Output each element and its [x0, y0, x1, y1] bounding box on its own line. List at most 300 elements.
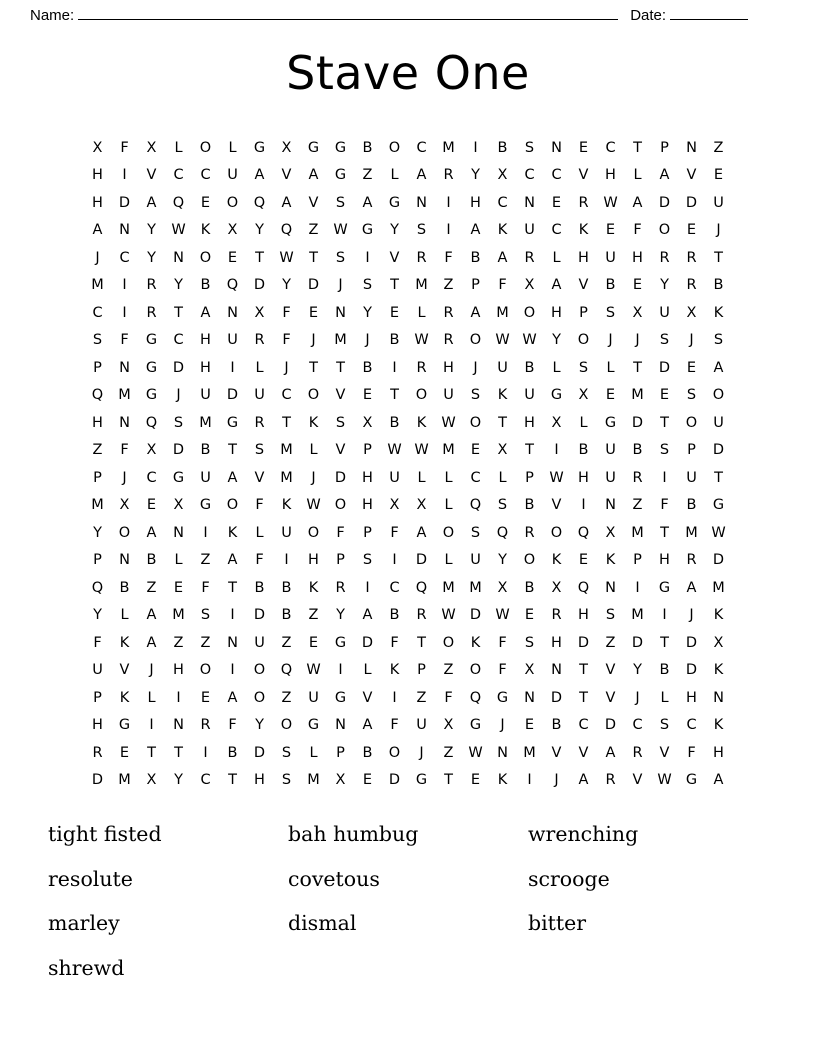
grid-cell[interactable]: E: [146, 497, 157, 513]
grid-cell[interactable]: H: [578, 607, 589, 623]
grid-cell[interactable]: L: [417, 304, 426, 321]
grid-cell[interactable]: U: [524, 222, 535, 238]
grid-cell[interactable]: W: [657, 772, 672, 788]
grid-cell[interactable]: L: [363, 662, 372, 678]
grid-cell[interactable]: K: [713, 662, 724, 678]
grid-cell[interactable]: F: [390, 634, 399, 651]
grid-cell[interactable]: F: [498, 277, 507, 293]
grid-cell[interactable]: N: [416, 194, 427, 211]
grid-cell[interactable]: H: [524, 414, 535, 431]
grid-cell[interactable]: P: [660, 139, 669, 156]
grid-cell[interactable]: B: [686, 497, 697, 513]
grid-cell[interactable]: R: [524, 524, 535, 541]
grid-cell[interactable]: V: [551, 497, 562, 513]
grid-cell[interactable]: B: [389, 414, 400, 431]
grid-cell[interactable]: R: [551, 607, 562, 623]
grid-cell[interactable]: I: [230, 607, 235, 623]
grid-cell[interactable]: V: [362, 689, 373, 706]
grid-cell[interactable]: N: [524, 194, 535, 211]
grid-cell[interactable]: W: [441, 607, 456, 623]
grid-cell[interactable]: Q: [496, 524, 509, 541]
grid-cell[interactable]: G: [712, 497, 725, 513]
grid-cell[interactable]: M: [442, 442, 455, 458]
grid-cell[interactable]: J: [473, 359, 478, 376]
grid-cell[interactable]: O: [388, 744, 401, 761]
grid-cell[interactable]: A: [632, 194, 643, 211]
grid-cell[interactable]: O: [307, 524, 320, 541]
grid-cell[interactable]: I: [365, 579, 370, 596]
grid-cell[interactable]: U: [254, 634, 265, 651]
grid-cell[interactable]: J: [500, 717, 505, 733]
grid-cell[interactable]: C: [92, 304, 103, 321]
grid-cell[interactable]: T: [660, 634, 669, 651]
grid-cell[interactable]: U: [686, 469, 697, 486]
grid-cell[interactable]: Z: [443, 662, 454, 678]
grid-cell[interactable]: S: [524, 634, 535, 651]
grid-cell[interactable]: D: [415, 552, 428, 568]
grid-cell[interactable]: N: [713, 689, 724, 706]
grid-cell[interactable]: M: [91, 277, 104, 293]
grid-cell[interactable]: K: [281, 497, 292, 513]
grid-cell[interactable]: X: [416, 497, 427, 513]
grid-cell[interactable]: J: [689, 607, 694, 623]
grid-cell[interactable]: D: [118, 194, 131, 211]
grid-cell[interactable]: F: [498, 634, 507, 651]
grid-cell[interactable]: C: [389, 579, 400, 596]
grid-cell[interactable]: A: [551, 277, 562, 293]
grid-cell[interactable]: X: [632, 304, 643, 321]
grid-cell[interactable]: E: [308, 634, 319, 651]
grid-cell[interactable]: K: [470, 634, 481, 651]
grid-cell[interactable]: O: [334, 497, 347, 513]
grid-cell[interactable]: R: [524, 249, 535, 266]
grid-cell[interactable]: E: [524, 717, 535, 733]
grid-cell[interactable]: X: [146, 139, 157, 156]
grid-cell[interactable]: O: [469, 662, 482, 678]
grid-cell[interactable]: I: [662, 469, 667, 486]
grid-cell[interactable]: D: [685, 194, 698, 211]
grid-cell[interactable]: A: [362, 717, 373, 733]
grid-cell[interactable]: D: [577, 634, 590, 651]
grid-cell[interactable]: A: [200, 304, 211, 321]
grid-cell[interactable]: Z: [713, 139, 724, 156]
grid-cell[interactable]: J: [311, 332, 316, 348]
grid-cell[interactable]: A: [497, 249, 508, 266]
grid-cell[interactable]: E: [362, 772, 373, 788]
grid-cell[interactable]: C: [551, 222, 562, 238]
grid-cell[interactable]: U: [605, 249, 616, 266]
grid-cell[interactable]: N: [335, 304, 346, 321]
grid-cell[interactable]: D: [253, 744, 266, 761]
grid-cell[interactable]: W: [711, 524, 726, 541]
grid-cell[interactable]: S: [281, 772, 292, 788]
grid-cell[interactable]: O: [442, 524, 455, 541]
grid-cell[interactable]: I: [662, 607, 667, 623]
grid-cell[interactable]: Z: [92, 442, 103, 458]
grid-cell[interactable]: W: [495, 607, 510, 623]
grid-cell[interactable]: W: [495, 332, 510, 348]
grid-cell[interactable]: L: [444, 497, 453, 513]
grid-cell[interactable]: P: [93, 469, 102, 486]
grid-cell[interactable]: E: [200, 689, 211, 706]
grid-cell[interactable]: I: [392, 552, 397, 568]
grid-cell[interactable]: S: [92, 332, 103, 348]
grid-cell[interactable]: T: [660, 414, 669, 431]
date-write-line[interactable]: [670, 6, 748, 20]
grid-cell[interactable]: V: [659, 744, 670, 761]
grid-cell[interactable]: I: [122, 304, 127, 321]
grid-cell[interactable]: I: [230, 359, 235, 376]
grid-cell[interactable]: B: [362, 744, 373, 761]
grid-cell[interactable]: H: [254, 772, 265, 788]
word-list-item[interactable]: tight fisted: [48, 822, 162, 846]
grid-cell[interactable]: A: [362, 194, 373, 211]
grid-cell[interactable]: B: [659, 662, 670, 678]
grid-cell[interactable]: T: [660, 524, 669, 541]
grid-cell[interactable]: R: [146, 277, 157, 293]
grid-cell[interactable]: J: [635, 332, 640, 348]
grid-cell[interactable]: D: [307, 277, 320, 293]
grid-cell[interactable]: C: [119, 249, 130, 266]
grid-cell[interactable]: Z: [281, 689, 292, 706]
grid-cell[interactable]: S: [524, 139, 535, 156]
grid-cell[interactable]: Q: [280, 662, 293, 678]
grid-cell[interactable]: T: [579, 662, 588, 678]
grid-cell[interactable]: R: [92, 744, 103, 761]
grid-cell[interactable]: Z: [362, 167, 373, 183]
grid-cell[interactable]: G: [307, 717, 320, 733]
grid-cell[interactable]: A: [578, 772, 589, 788]
grid-cell[interactable]: D: [226, 387, 239, 403]
grid-cell[interactable]: J: [122, 469, 127, 486]
grid-cell[interactable]: K: [200, 222, 211, 238]
word-list-item[interactable]: scrooge: [528, 866, 610, 891]
grid-cell[interactable]: R: [605, 772, 616, 788]
grid-cell[interactable]: P: [687, 442, 696, 458]
grid-cell[interactable]: S: [605, 304, 616, 321]
grid-cell[interactable]: I: [473, 139, 478, 156]
grid-cell[interactable]: O: [469, 414, 482, 431]
grid-cell[interactable]: S: [362, 552, 373, 568]
grid-cell[interactable]: A: [713, 772, 724, 788]
grid-cell[interactable]: J: [608, 332, 613, 348]
grid-cell[interactable]: E: [686, 222, 697, 238]
grid-cell[interactable]: Q: [253, 194, 266, 211]
grid-cell[interactable]: O: [280, 717, 293, 733]
grid-cell[interactable]: E: [119, 744, 130, 761]
grid-cell[interactable]: N: [173, 717, 184, 733]
grid-cell[interactable]: W: [522, 332, 537, 348]
grid-cell[interactable]: B: [389, 607, 400, 623]
grid-cell[interactable]: I: [365, 249, 370, 266]
grid-cell[interactable]: M: [523, 744, 536, 761]
grid-cell[interactable]: L: [174, 552, 183, 568]
grid-cell[interactable]: X: [146, 772, 157, 788]
grid-cell[interactable]: H: [686, 689, 697, 706]
grid-cell[interactable]: F: [498, 662, 507, 678]
grid-cell[interactable]: P: [525, 469, 534, 486]
grid-cell[interactable]: Q: [280, 222, 293, 238]
grid-cell[interactable]: N: [173, 524, 184, 541]
grid-cell[interactable]: U: [281, 524, 292, 541]
grid-cell[interactable]: X: [713, 634, 724, 651]
grid-cell[interactable]: S: [497, 497, 508, 513]
grid-cell[interactable]: T: [309, 249, 318, 266]
grid-cell[interactable]: Y: [660, 277, 669, 293]
grid-cell[interactable]: A: [146, 607, 157, 623]
grid-cell[interactable]: N: [497, 744, 508, 761]
grid-cell[interactable]: R: [146, 304, 157, 321]
grid-cell[interactable]: E: [227, 249, 238, 266]
grid-cell[interactable]: B: [254, 579, 265, 596]
grid-cell[interactable]: Y: [93, 524, 102, 541]
grid-cell[interactable]: I: [176, 689, 181, 706]
grid-cell[interactable]: P: [417, 662, 426, 678]
grid-cell[interactable]: G: [334, 139, 347, 156]
grid-cell[interactable]: S: [335, 249, 346, 266]
grid-cell[interactable]: S: [470, 524, 481, 541]
grid-cell[interactable]: C: [146, 469, 157, 486]
grid-cell[interactable]: G: [307, 139, 320, 156]
grid-cell[interactable]: Y: [174, 277, 183, 293]
grid-cell[interactable]: S: [686, 387, 697, 403]
grid-cell[interactable]: W: [171, 222, 186, 238]
grid-cell[interactable]: A: [146, 194, 157, 211]
grid-cell[interactable]: E: [659, 387, 670, 403]
grid-cell[interactable]: R: [416, 607, 427, 623]
grid-cell[interactable]: N: [335, 717, 346, 733]
grid-cell[interactable]: H: [578, 249, 589, 266]
grid-cell[interactable]: H: [605, 167, 616, 183]
grid-cell[interactable]: Q: [415, 579, 428, 596]
grid-cell[interactable]: J: [716, 222, 721, 238]
grid-cell[interactable]: I: [527, 772, 532, 788]
grid-cell[interactable]: F: [228, 717, 237, 733]
grid-cell[interactable]: O: [685, 414, 698, 431]
grid-cell[interactable]: S: [254, 442, 265, 458]
grid-cell[interactable]: F: [444, 249, 453, 266]
grid-cell[interactable]: U: [470, 552, 481, 568]
grid-cell[interactable]: A: [254, 167, 265, 183]
grid-cell[interactable]: P: [471, 277, 480, 293]
grid-cell[interactable]: S: [713, 332, 724, 348]
grid-cell[interactable]: O: [415, 387, 428, 403]
grid-cell[interactable]: A: [416, 167, 427, 183]
grid-cell[interactable]: E: [470, 772, 481, 788]
grid-cell[interactable]: K: [605, 552, 616, 568]
grid-cell[interactable]: D: [469, 607, 482, 623]
grid-cell[interactable]: R: [335, 579, 346, 596]
grid-cell[interactable]: O: [226, 497, 239, 513]
grid-cell[interactable]: B: [632, 442, 643, 458]
grid-cell[interactable]: D: [172, 359, 185, 376]
grid-cell[interactable]: B: [524, 579, 535, 596]
grid-cell[interactable]: H: [308, 552, 319, 568]
grid-cell[interactable]: Y: [633, 662, 642, 678]
grid-cell[interactable]: Y: [498, 552, 507, 568]
grid-cell[interactable]: N: [119, 359, 130, 376]
grid-cell[interactable]: S: [605, 607, 616, 623]
grid-cell[interactable]: H: [92, 717, 103, 733]
grid-cell[interactable]: V: [686, 167, 697, 183]
grid-cell[interactable]: Z: [416, 689, 427, 706]
grid-cell[interactable]: L: [120, 607, 129, 623]
grid-cell[interactable]: L: [660, 689, 669, 706]
grid-cell[interactable]: R: [632, 744, 643, 761]
grid-cell[interactable]: O: [550, 524, 563, 541]
grid-cell[interactable]: Q: [226, 277, 239, 293]
grid-cell[interactable]: S: [200, 607, 211, 623]
grid-cell[interactable]: Z: [200, 634, 211, 651]
grid-cell[interactable]: N: [119, 552, 130, 568]
grid-cell[interactable]: L: [174, 139, 183, 156]
grid-cell[interactable]: V: [335, 387, 346, 403]
grid-cell[interactable]: C: [281, 387, 292, 403]
grid-cell[interactable]: X: [335, 772, 346, 788]
grid-cell[interactable]: I: [392, 689, 397, 706]
grid-cell[interactable]: D: [658, 194, 671, 211]
grid-cell[interactable]: E: [308, 304, 319, 321]
grid-cell[interactable]: R: [443, 304, 454, 321]
grid-cell[interactable]: V: [119, 662, 130, 678]
grid-cell[interactable]: F: [282, 304, 291, 321]
grid-cell[interactable]: A: [281, 194, 292, 211]
grid-cell[interactable]: A: [227, 552, 238, 568]
grid-cell[interactable]: T: [498, 414, 507, 431]
word-list-item[interactable]: resolute: [48, 866, 133, 891]
grid-cell[interactable]: R: [416, 249, 427, 266]
grid-cell[interactable]: D: [361, 634, 374, 651]
grid-cell[interactable]: T: [444, 772, 453, 788]
grid-cell[interactable]: U: [308, 689, 319, 706]
grid-cell[interactable]: U: [713, 414, 724, 431]
grid-cell[interactable]: U: [605, 469, 616, 486]
grid-cell[interactable]: X: [173, 497, 184, 513]
grid-cell[interactable]: A: [362, 607, 373, 623]
grid-cell[interactable]: L: [309, 442, 318, 458]
grid-cell[interactable]: B: [362, 139, 373, 156]
grid-cell[interactable]: G: [415, 772, 428, 788]
grid-cell[interactable]: K: [389, 662, 400, 678]
grid-cell[interactable]: A: [227, 469, 238, 486]
grid-cell[interactable]: B: [227, 744, 238, 761]
grid-cell[interactable]: N: [227, 634, 238, 651]
grid-cell[interactable]: L: [255, 359, 264, 376]
grid-cell[interactable]: Y: [552, 332, 561, 348]
grid-cell[interactable]: S: [362, 277, 373, 293]
grid-cell[interactable]: I: [392, 359, 397, 376]
grid-cell[interactable]: K: [227, 524, 238, 541]
grid-cell[interactable]: E: [173, 579, 184, 596]
grid-cell[interactable]: H: [551, 304, 562, 321]
grid-cell[interactable]: L: [498, 469, 507, 486]
grid-cell[interactable]: C: [605, 139, 616, 156]
grid-cell[interactable]: F: [255, 552, 264, 568]
grid-cell[interactable]: B: [551, 717, 562, 733]
grid-cell[interactable]: J: [635, 689, 640, 706]
grid-cell[interactable]: V: [308, 194, 319, 211]
grid-cell[interactable]: K: [119, 634, 130, 651]
grid-cell[interactable]: I: [203, 744, 208, 761]
grid-cell[interactable]: I: [284, 552, 289, 568]
grid-cell[interactable]: Z: [308, 222, 319, 238]
grid-cell[interactable]: X: [551, 414, 562, 431]
grid-cell[interactable]: J: [689, 332, 694, 348]
grid-cell[interactable]: O: [307, 387, 320, 403]
grid-cell[interactable]: E: [578, 552, 589, 568]
grid-cell[interactable]: X: [551, 579, 562, 596]
grid-cell[interactable]: A: [146, 524, 157, 541]
grid-cell[interactable]: B: [470, 249, 481, 266]
grid-cell[interactable]: B: [578, 442, 589, 458]
grid-cell[interactable]: N: [119, 414, 130, 431]
grid-cell[interactable]: O: [199, 139, 212, 156]
grid-cell[interactable]: J: [311, 469, 316, 486]
grid-cell[interactable]: G: [172, 469, 185, 486]
grid-cell[interactable]: L: [579, 414, 588, 431]
grid-cell[interactable]: C: [200, 772, 211, 788]
grid-cell[interactable]: H: [551, 634, 562, 651]
grid-cell[interactable]: H: [200, 332, 211, 348]
grid-cell[interactable]: X: [578, 387, 589, 403]
grid-cell[interactable]: N: [686, 139, 697, 156]
grid-cell[interactable]: T: [228, 442, 237, 458]
grid-cell[interactable]: Y: [255, 222, 264, 238]
grid-cell[interactable]: G: [334, 634, 347, 651]
grid-cell[interactable]: Y: [363, 304, 372, 321]
grid-cell[interactable]: P: [93, 552, 102, 568]
grid-cell[interactable]: R: [200, 717, 211, 733]
grid-cell[interactable]: W: [414, 332, 429, 348]
grid-cell[interactable]: L: [309, 744, 318, 761]
grid-cell[interactable]: M: [280, 469, 293, 486]
grid-cell[interactable]: C: [200, 167, 211, 183]
grid-cell[interactable]: G: [199, 497, 212, 513]
grid-cell[interactable]: M: [631, 387, 644, 403]
grid-cell[interactable]: T: [255, 249, 264, 266]
grid-cell[interactable]: W: [306, 662, 321, 678]
grid-cell[interactable]: U: [659, 304, 670, 321]
grid-cell[interactable]: O: [388, 139, 401, 156]
grid-cell[interactable]: A: [470, 304, 481, 321]
grid-cell[interactable]: Z: [200, 552, 211, 568]
grid-cell[interactable]: R: [443, 332, 454, 348]
grid-cell[interactable]: X: [146, 442, 157, 458]
grid-cell[interactable]: T: [309, 359, 318, 376]
grid-cell[interactable]: M: [307, 772, 320, 788]
grid-cell[interactable]: S: [281, 744, 292, 761]
grid-cell[interactable]: S: [659, 332, 670, 348]
grid-cell[interactable]: N: [227, 304, 238, 321]
grid-cell[interactable]: M: [631, 524, 644, 541]
grid-cell[interactable]: V: [578, 167, 589, 183]
grid-cell[interactable]: K: [713, 304, 724, 321]
grid-cell[interactable]: A: [605, 744, 616, 761]
grid-cell[interactable]: V: [281, 167, 292, 183]
grid-cell[interactable]: W: [603, 194, 618, 211]
grid-cell[interactable]: A: [227, 689, 238, 706]
grid-cell[interactable]: R: [416, 359, 427, 376]
grid-cell[interactable]: D: [631, 414, 644, 431]
grid-cell[interactable]: Q: [469, 497, 482, 513]
grid-cell[interactable]: X: [497, 167, 508, 183]
grid-cell[interactable]: R: [632, 469, 643, 486]
grid-cell[interactable]: G: [361, 222, 374, 238]
grid-cell[interactable]: D: [388, 772, 401, 788]
grid-cell[interactable]: D: [631, 634, 644, 651]
grid-cell[interactable]: C: [686, 717, 697, 733]
grid-cell[interactable]: X: [227, 222, 238, 238]
